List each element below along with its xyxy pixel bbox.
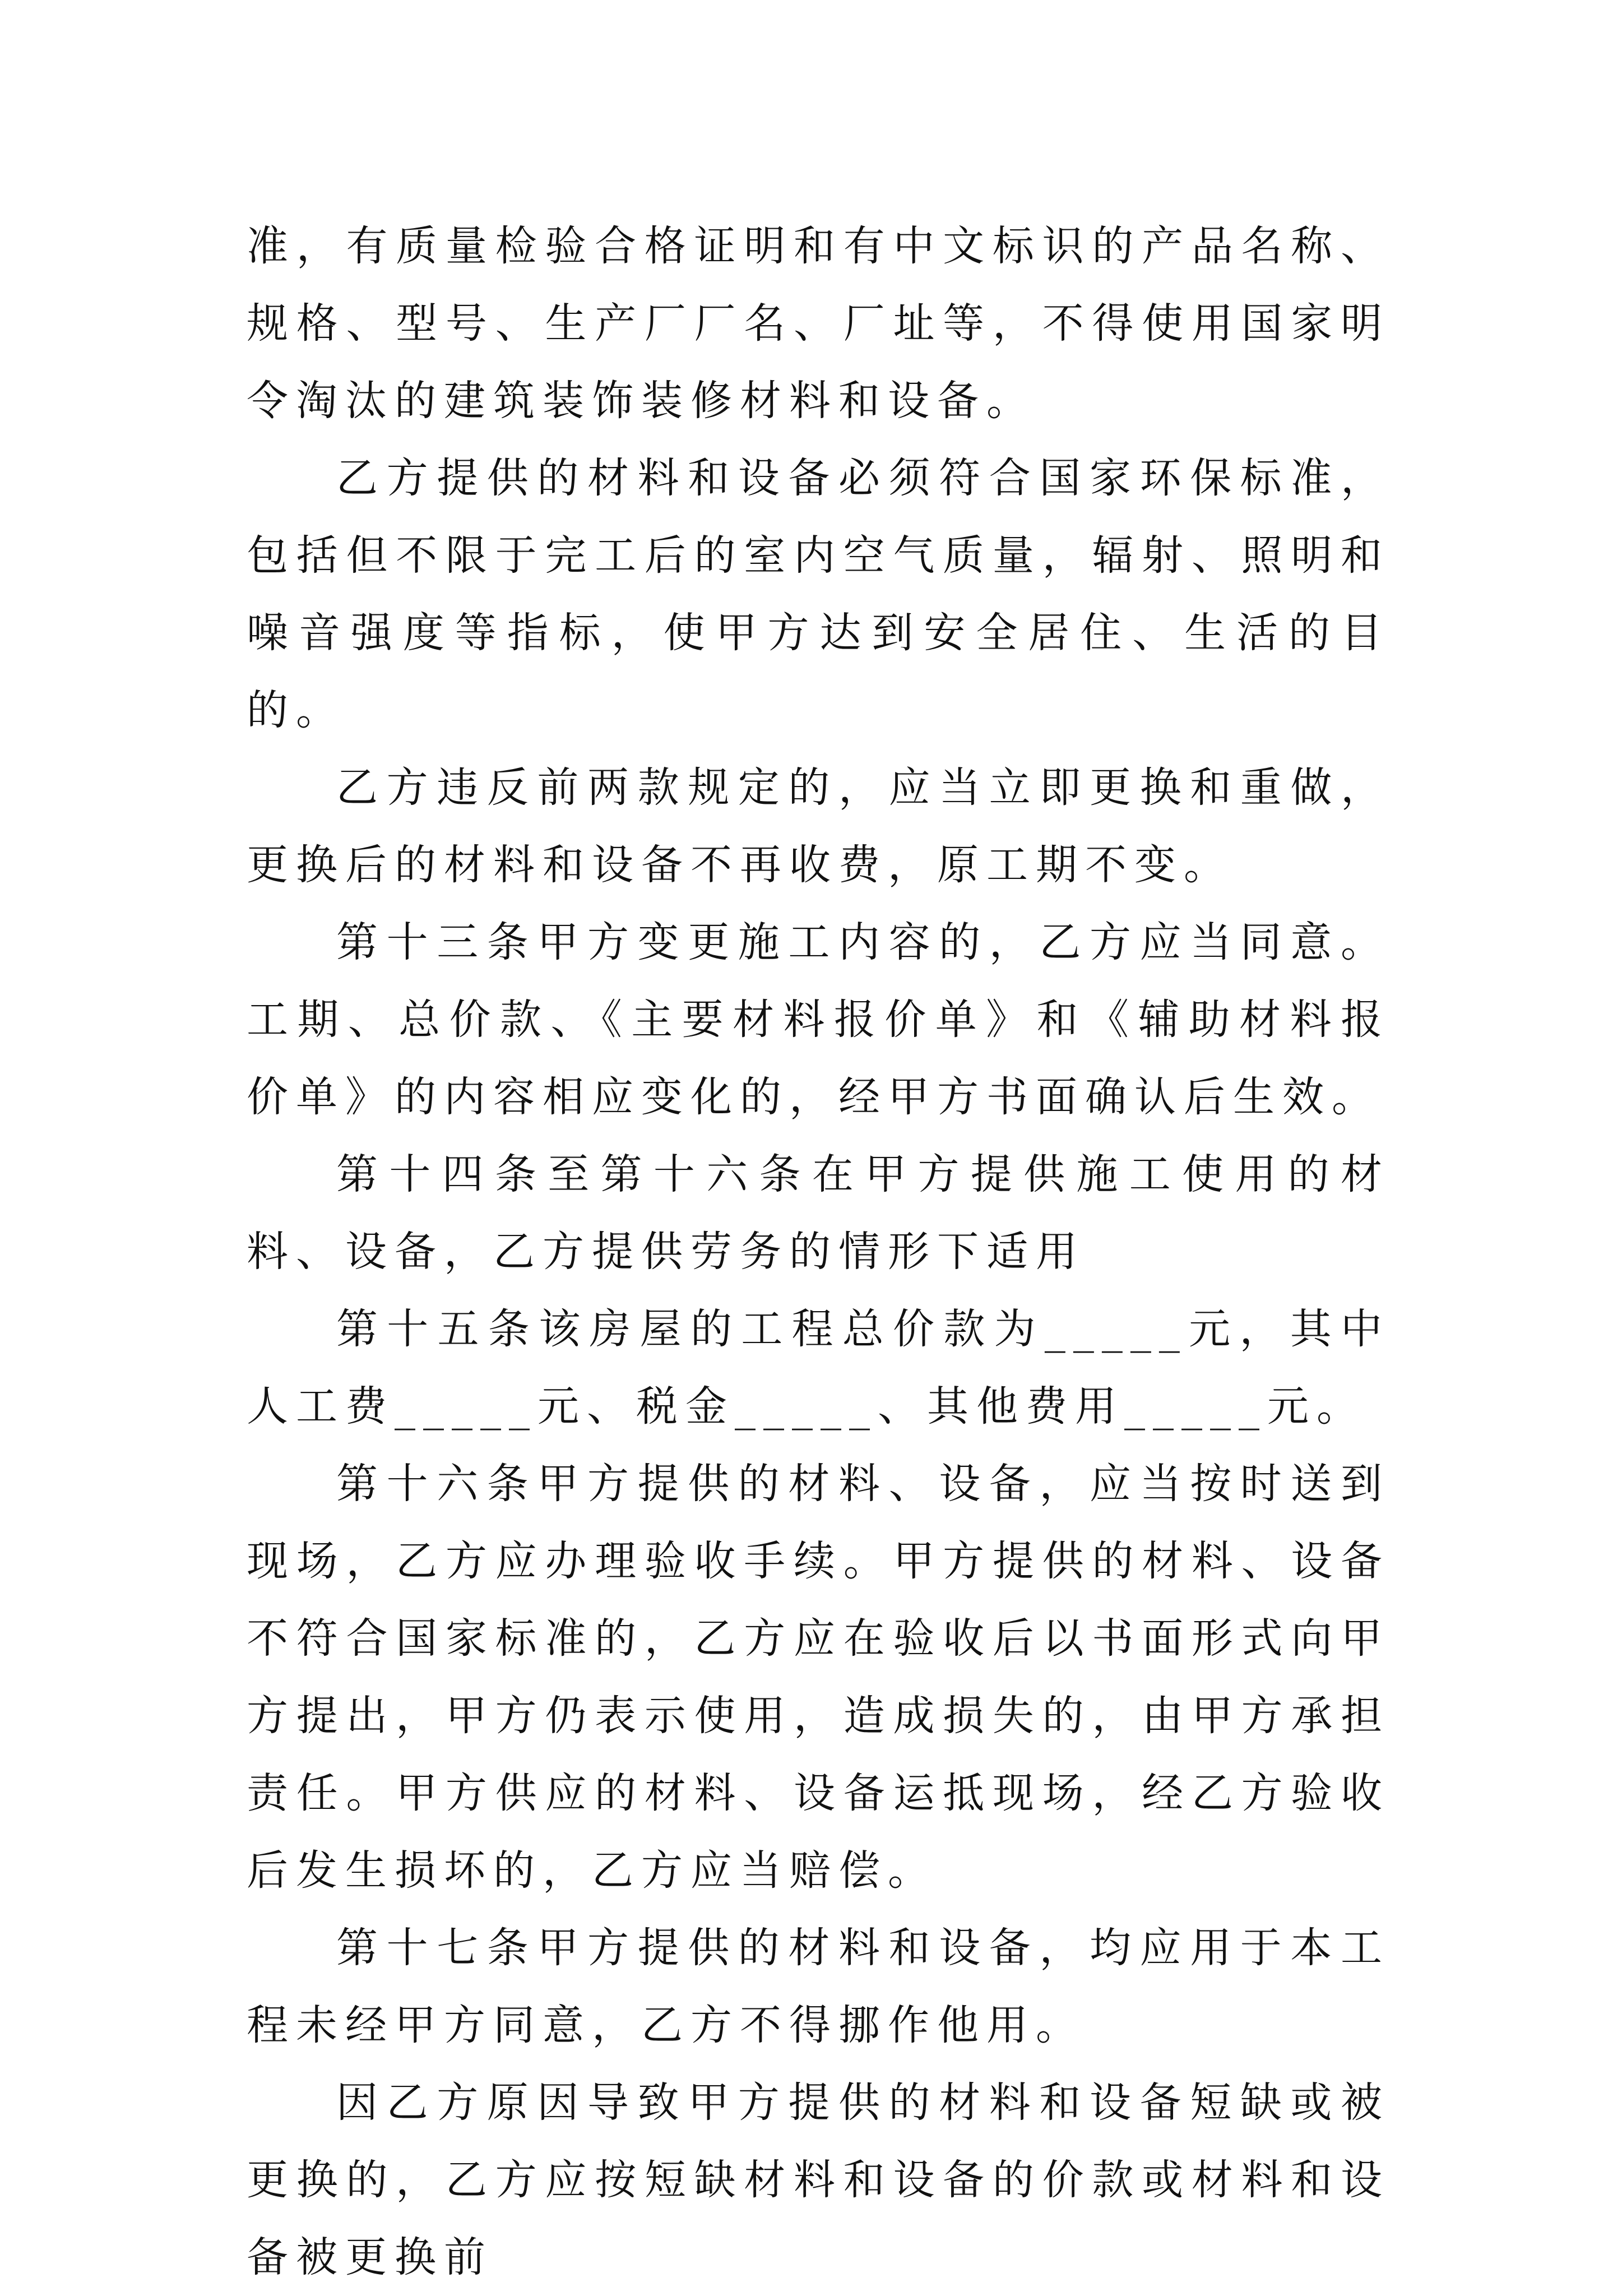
paragraph-shortage-liability: 因乙方原因导致甲方提供的材料和设备短缺或被更换的，乙方应按短缺材料和设备的价款或材料和设备被更换前 xyxy=(247,2079,1390,2281)
paragraph-violation-replacement: 乙方违反前两款规定的，应当立即更换和重做，更换后的材料和设备不再收费，原工期不变。 xyxy=(247,763,1390,889)
paragraph-continuation: 准，有质量检验合格证明和有中文标识的产品名称、规格、型号、生产厂厂名、厂址等，不得使用国家明令淘汰的建筑装饰装修材料和设备。 xyxy=(247,222,1390,425)
paragraph-article-17: 第十七条甲方提供的材料和设备，均应用于本工程未经甲方同意，乙方不得挪作他用。 xyxy=(247,1924,1390,2049)
paragraph-article-14-16-scope: 第十四条至第十六条在甲方提供施工使用的材料、设备，乙方提供劳务的情形下适用 xyxy=(247,1150,1390,1276)
document-body xyxy=(247,207,1390,2296)
paragraph-article-13: 第十三条甲方变更施工内容的，乙方应当同意。工期、总价款、《主要材料报价单》和《辅助材料报价单》的内容相应变化的，经甲方书面确认后生效。 xyxy=(247,918,1390,1121)
paragraph-article-15: 第十五条该房屋的工程总价款为_____元，其中人工费_____元、税金_____、其他费用_____元。 xyxy=(247,1305,1390,1431)
paragraph-article-16: 第十六条甲方提供的材料、设备，应当按时送到现场，乙方应办理验收手续。甲方提供的材料、设备不符合国家标准的，乙方应在验收后以书面形式向甲方提出，甲方仍表示使用，造成损失的，由甲方承担责任。甲方供应的材料、设备运抵现场，经乙方验收后发生损坏的，乙方应当赔偿。 xyxy=(247,1460,1390,1895)
paragraph-environmental-standards: 乙方提供的材料和设备必须符合国家环保标准，包括但不限于完工后的室内空气质量，辐射、照明和噪音强度等指标，使甲方达到安全居住、生活的目的。 xyxy=(247,454,1390,734)
